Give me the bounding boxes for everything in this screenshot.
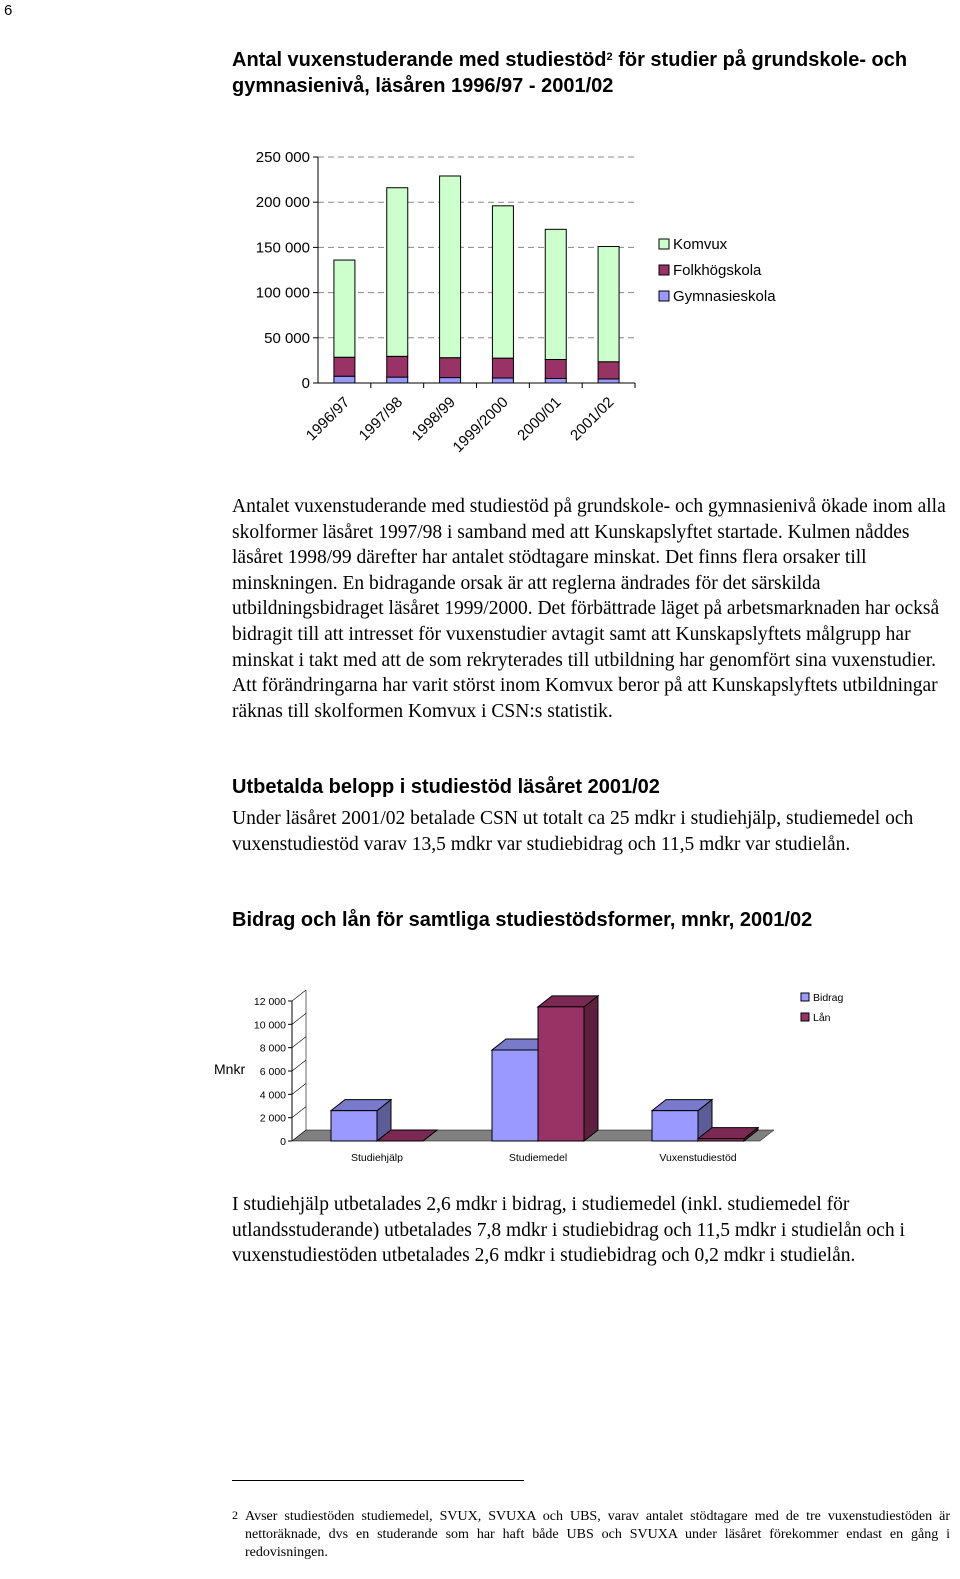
y-tick-label: 150 000 [255, 239, 310, 257]
stacked-bar-chart-students [230, 140, 830, 470]
y-tick-label: 0 [301, 375, 310, 392]
legend-label: Lån [813, 1012, 831, 1024]
bar-segment [387, 188, 408, 357]
depth-tick [292, 990, 306, 1001]
y-tick-label: 0 [280, 1136, 286, 1148]
bar-front [652, 1111, 698, 1141]
bar-segment [387, 356, 408, 377]
legend-swatch [659, 265, 669, 275]
bar-segment [598, 246, 619, 361]
depth-tick [292, 1083, 306, 1094]
x-tick-label: Vuxenstudiestöd [659, 1152, 737, 1164]
bar-segment [387, 377, 408, 383]
bar-chart-bidrag-lan [200, 975, 880, 1175]
depth-tick [292, 1013, 306, 1024]
bar-segment [545, 359, 566, 378]
depth-tick [292, 1037, 306, 1048]
y-tick-label: 2 000 [259, 1112, 286, 1125]
chart2-title: Bidrag och lån för samtliga studiestödsformer, mnkr, 2001/02 [232, 909, 813, 931]
bar-front [698, 1139, 744, 1141]
y-tick-label: 6 000 [259, 1066, 286, 1078]
y-tick-label: 250 000 [255, 149, 310, 166]
bar-segment [440, 176, 461, 358]
legend-label: Komvux [673, 236, 728, 253]
paragraph-students: Antalet vuxenstuderande med studiestöd på grundskole- och gymnasienivå ökade inom alla skolformer läsåret 1997/98 i samband med att Kunskapslyftet startade. Kulmen nåddes läsåret 1998/99 därefter har antalet stödtagare minskat. Det finns flera orsaker till minskningen. En bidragande orsak är att reglerna ändrades för det särskilda utbildningsbidraget läsåret 1999/2000. Det förbättrade läget på arbetsmarknaden har också bidragit till att intresset för vuxenstudier avtagit samt att Kunskapslyftets målgrupp har minskat i takt med att de som rekryterades till utbildning har genomfört sina vuxenstudier. Att förändringarna har varit störst inom Komvux beror på att Kunskapslyftets utbildningar räknas till skolformen Komvux i CSN:s statistik. [232, 496, 946, 722]
x-tick-label: 2001/02 [567, 393, 618, 445]
bar-segment [492, 358, 513, 378]
legend-label: Folkhögskola [673, 262, 762, 279]
bar-segment [545, 229, 566, 359]
x-tick-label: Studiehjälp [351, 1152, 403, 1164]
x-tick-label: Studiemedel [508, 1152, 568, 1164]
y-axis-label: Mnkr [214, 1061, 246, 1077]
y-tick-label: 100 000 [255, 284, 310, 302]
x-tick-label: 1997/98 [355, 393, 407, 445]
bar-front [538, 1007, 584, 1141]
bar-segment [440, 378, 461, 383]
bar-segment [598, 362, 619, 379]
footnote-marker: 2 [232, 1508, 238, 1522]
bar-segment [440, 358, 461, 378]
bar-front [331, 1111, 377, 1141]
x-tick-label: 2000/01 [514, 393, 565, 445]
footnote-text: Avser studiestöden studiemedel, SVUX, SVUXA och UBS, varav antalet stödtagare med de tre vuxenstudiestöden är nettoräknade, dvs en studerande som har haft både UBS och SVUXA under läsåret förekommer endast en gång i redovisningen. [245, 1509, 950, 1560]
bar-segment [334, 376, 355, 383]
section-heading-payments: Utbetalda belopp i studiestöd läsåret 2001/02 [232, 776, 660, 798]
y-tick-label: 4 000 [259, 1089, 286, 1102]
bar-segment [334, 260, 355, 357]
y-tick-label: 50 000 [264, 329, 310, 347]
chart1-title: Antal vuxenstuderande med studiestöd$^2$ för studier på grundskole- och gymnasienivå, läsåren 1996/97 - 2001/02 [232, 49, 908, 97]
x-tick-label: 1998/99 [408, 393, 459, 445]
bar-segment [598, 379, 619, 383]
legend-swatch [801, 1013, 809, 1021]
bar-segment [334, 357, 355, 376]
x-tick-label: 1999/2000 [449, 393, 512, 456]
legend-swatch [659, 291, 669, 301]
bar-segment [492, 378, 513, 383]
paragraph-payments: Under läsåret 2001/02 betalade CSN ut totalt ca 25 mdkr i studiehjälp, studiemedel och vuxenstudiestöd varav 13,5 mdkr var studiebidrag och 11,5 mdkr var studielån. [232, 808, 914, 855]
bar-side [584, 996, 598, 1141]
legend-label: Gymnasieskola [673, 288, 776, 305]
legend-swatch [659, 239, 669, 249]
footnote-divider [232, 1480, 524, 1481]
bar-segment [492, 206, 513, 358]
y-tick-label: 8 000 [259, 1042, 286, 1055]
paragraph-breakdown: I studiehjälp utbetalades 2,6 mdkr i bidrag, i studiemedel (inkl. studiemedel för utlandsstuderande) utbetalades 7,8 mdkr i studiebidrag och 11,5 mdkr i studielån och i vuxenstudiestöden utbetalades 2,6 mdkr i studiebidrag och 0,2 mdkr i studielån. [232, 1194, 905, 1267]
legend-label: Bidrag [813, 992, 844, 1004]
bar-segment [545, 378, 566, 383]
depth-tick [292, 1107, 306, 1118]
x-tick-label: 1996/97 [302, 393, 354, 445]
page-number: 6 [4, 2, 13, 19]
y-tick-label: 12 000 [253, 996, 286, 1008]
depth-tick [292, 1060, 306, 1071]
footnote [232, 1508, 950, 1562]
y-tick-label: 200 000 [255, 194, 310, 212]
legend-swatch [801, 993, 809, 1001]
y-tick-label: 10 000 [253, 1019, 286, 1032]
bar-front [492, 1050, 538, 1141]
